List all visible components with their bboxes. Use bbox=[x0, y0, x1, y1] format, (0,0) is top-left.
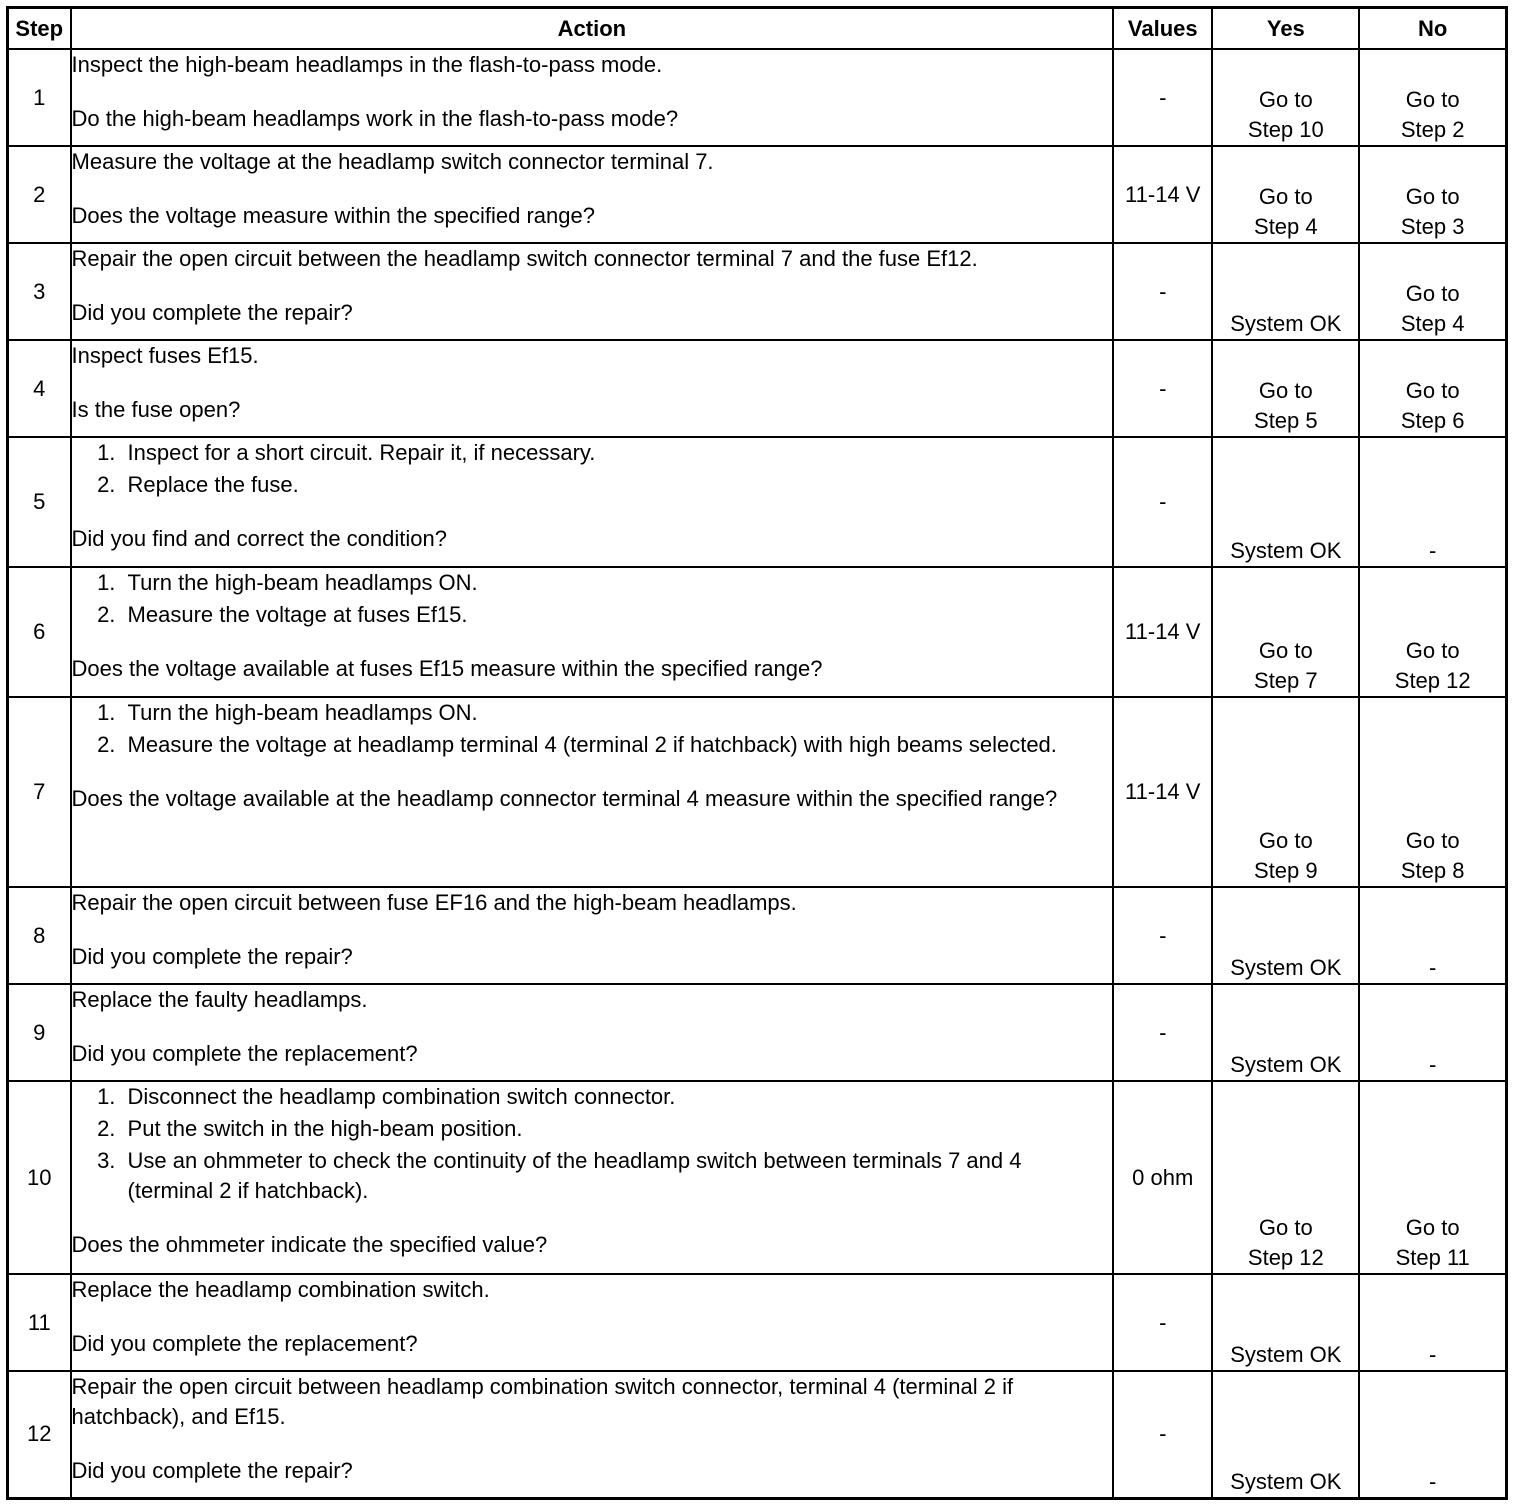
action-text: Replace the headlamp combination switch. bbox=[71, 1277, 490, 1302]
yes-outcome-text: System OK bbox=[1230, 955, 1342, 980]
substep-item: 2. Replace the fuse. bbox=[122, 470, 1113, 500]
yes-outcome-text: Go to bbox=[1258, 378, 1313, 403]
action-cell bbox=[71, 1274, 1114, 1371]
header-action: Action bbox=[71, 8, 1114, 50]
step-number: 9 bbox=[8, 984, 71, 1081]
question-text: Did you complete the repair? bbox=[71, 944, 353, 969]
yes-outcome-cell bbox=[1212, 887, 1359, 984]
yes-outcome-cell bbox=[1212, 1274, 1359, 1371]
no-outcome-text: - bbox=[1429, 955, 1437, 980]
no-outcome-text: Go to bbox=[1405, 87, 1460, 112]
diagnostic-table bbox=[6, 6, 1508, 1500]
yes-outcome-text: Go to bbox=[1258, 638, 1313, 663]
step-number: 8 bbox=[8, 887, 71, 984]
table-row bbox=[8, 340, 1507, 437]
header-row bbox=[8, 8, 1507, 50]
table-row bbox=[8, 887, 1507, 984]
yes-outcome-text: Step 12 bbox=[1247, 1245, 1324, 1270]
header-step: Step bbox=[8, 8, 71, 50]
step-number: 2 bbox=[8, 146, 71, 243]
no-outcome-cell bbox=[1359, 567, 1506, 697]
no-outcome-text: Go to bbox=[1405, 378, 1460, 403]
no-outcome-cell bbox=[1359, 887, 1506, 984]
step-number: 10 bbox=[8, 1081, 71, 1274]
no-outcome-cell bbox=[1359, 49, 1506, 146]
step-number: 1 bbox=[8, 49, 71, 146]
yes-outcome-text: Step 7 bbox=[1254, 668, 1318, 693]
action-cell bbox=[71, 1081, 1114, 1274]
yes-outcome-text: System OK bbox=[1230, 538, 1342, 563]
yes-outcome-text: System OK bbox=[1230, 1052, 1342, 1077]
header-yes: Yes bbox=[1212, 8, 1359, 50]
yes-outcome-text: Go to bbox=[1258, 184, 1313, 209]
action-cell bbox=[71, 146, 1114, 243]
table-row bbox=[8, 146, 1507, 243]
yes-outcome-text: Go to bbox=[1258, 87, 1313, 112]
action-cell bbox=[71, 697, 1114, 887]
action-text: Inspect the high-beam headlamps in the flash-to-pass mode. bbox=[71, 52, 663, 77]
yes-outcome-text: Go to bbox=[1258, 1215, 1313, 1240]
action-cell bbox=[71, 887, 1114, 984]
value-cell: 0 ohm bbox=[1113, 1081, 1212, 1274]
action-text: Repair the open circuit between the headlamp switch connector terminal 7 and the fuse Ef12. bbox=[71, 246, 978, 271]
substep-item: 2. Measure the voltage at fuses Ef15. bbox=[122, 600, 1113, 630]
no-outcome-cell bbox=[1359, 243, 1506, 340]
no-outcome-text: - bbox=[1429, 1342, 1437, 1367]
question-text: Does the ohmmeter indicate the specified value? bbox=[71, 1232, 548, 1257]
yes-outcome-cell bbox=[1212, 567, 1359, 697]
action-cell bbox=[71, 1371, 1114, 1498]
value-cell: - bbox=[1113, 1371, 1212, 1498]
no-outcome-cell bbox=[1359, 1081, 1506, 1274]
table-row bbox=[8, 243, 1507, 340]
question-text: Did you find and correct the condition? bbox=[71, 526, 447, 551]
no-outcome-text: Step 2 bbox=[1400, 117, 1465, 142]
no-outcome-text: Step 6 bbox=[1400, 408, 1465, 433]
diagnostic-table-wrapper bbox=[6, 6, 1508, 1500]
substep-list bbox=[72, 568, 1113, 630]
action-text: Repair the open circuit between headlamp combination switch connector, terminal 4 (terminal 2 if hatchback), and Ef15. bbox=[71, 1374, 1014, 1429]
step-number: 11 bbox=[8, 1274, 71, 1371]
question-text: Is the fuse open? bbox=[71, 397, 241, 422]
step-number: 3 bbox=[8, 243, 71, 340]
no-outcome-text: Go to bbox=[1405, 1215, 1460, 1240]
step-number: 4 bbox=[8, 340, 71, 437]
action-cell bbox=[71, 243, 1114, 340]
yes-outcome-cell bbox=[1212, 243, 1359, 340]
value-cell: - bbox=[1113, 340, 1212, 437]
substep-item: 1. Turn the high-beam headlamps ON. bbox=[122, 568, 1113, 598]
table-row bbox=[8, 49, 1507, 146]
yes-outcome-text: System OK bbox=[1230, 1468, 1342, 1494]
yes-outcome-text: System OK bbox=[1230, 1342, 1342, 1367]
no-outcome-cell bbox=[1359, 1371, 1506, 1498]
header-no: No bbox=[1359, 8, 1506, 50]
substep-item: 1. Disconnect the headlamp combination switch connector. bbox=[122, 1082, 1113, 1112]
value-cell: - bbox=[1113, 887, 1212, 984]
no-outcome-cell bbox=[1359, 340, 1506, 437]
table-row bbox=[8, 1081, 1507, 1274]
no-outcome-text: Go to bbox=[1405, 184, 1460, 209]
question-text: Does the voltage available at fuses Ef15 measure within the specified range? bbox=[71, 656, 823, 681]
no-outcome-text: Go to bbox=[1405, 638, 1460, 663]
no-outcome-text: Go to bbox=[1405, 828, 1460, 853]
no-outcome-text: Step 3 bbox=[1400, 214, 1465, 239]
no-outcome-text: Step 4 bbox=[1400, 311, 1465, 336]
value-cell: 11-14 V bbox=[1113, 146, 1212, 243]
question-text: Do the high-beam headlamps work in the flash-to-pass mode? bbox=[71, 106, 679, 131]
question-text: Did you complete the repair? bbox=[71, 1458, 353, 1483]
action-text: Measure the voltage at the headlamp switch connector terminal 7. bbox=[71, 149, 714, 174]
yes-outcome-text: Step 4 bbox=[1254, 214, 1318, 239]
table-row bbox=[8, 1274, 1507, 1371]
no-outcome-cell bbox=[1359, 1274, 1506, 1371]
action-text: Inspect fuses Ef15. bbox=[71, 343, 259, 368]
no-outcome-cell bbox=[1359, 437, 1506, 567]
yes-outcome-cell bbox=[1212, 49, 1359, 146]
table-row bbox=[8, 697, 1507, 887]
substep-item: 2. Measure the voltage at headlamp terminal 4 (terminal 2 if hatchback) with high beams selected. bbox=[122, 730, 1113, 760]
substep-list bbox=[72, 438, 1113, 500]
yes-outcome-text: Step 10 bbox=[1247, 117, 1324, 142]
table-body bbox=[8, 49, 1507, 1498]
table-row bbox=[8, 984, 1507, 1081]
yes-outcome-cell bbox=[1212, 1081, 1359, 1274]
table-row bbox=[8, 1371, 1507, 1498]
action-cell bbox=[71, 437, 1114, 567]
question-text: Did you complete the replacement? bbox=[71, 1041, 418, 1066]
value-cell: - bbox=[1113, 437, 1212, 567]
step-number: 5 bbox=[8, 437, 71, 567]
action-cell bbox=[71, 984, 1114, 1081]
yes-outcome-cell bbox=[1212, 984, 1359, 1081]
action-text: Replace the faulty headlamps. bbox=[71, 987, 368, 1012]
question-text: Does the voltage measure within the specified range? bbox=[71, 203, 595, 228]
no-outcome-cell bbox=[1359, 697, 1506, 887]
no-outcome-text: Step 11 bbox=[1395, 1245, 1470, 1270]
no-outcome-text: Go to bbox=[1405, 281, 1460, 306]
table-row bbox=[8, 567, 1507, 697]
no-outcome-text: Step 12 bbox=[1394, 668, 1471, 693]
question-text: Did you complete the repair? bbox=[71, 300, 353, 325]
yes-outcome-cell bbox=[1212, 1371, 1359, 1498]
question-text: Did you complete the replacement? bbox=[71, 1331, 418, 1356]
step-number: 6 bbox=[8, 567, 71, 697]
table-row bbox=[8, 437, 1507, 567]
table-header bbox=[8, 8, 1507, 50]
value-cell: - bbox=[1113, 243, 1212, 340]
substep-list bbox=[72, 698, 1113, 760]
yes-outcome-cell bbox=[1212, 340, 1359, 437]
yes-outcome-text: Step 9 bbox=[1254, 858, 1318, 883]
yes-outcome-text: System OK bbox=[1230, 311, 1342, 336]
no-outcome-text: - bbox=[1429, 1468, 1437, 1494]
no-outcome-cell bbox=[1359, 146, 1506, 243]
value-cell: 11-14 V bbox=[1113, 697, 1212, 887]
yes-outcome-cell bbox=[1212, 146, 1359, 243]
yes-outcome-cell bbox=[1212, 697, 1359, 887]
step-number: 12 bbox=[8, 1371, 71, 1498]
question-text: Does the voltage available at the headlamp connector terminal 4 measure within the specified range? bbox=[71, 786, 1058, 811]
yes-outcome-text: Go to bbox=[1258, 828, 1313, 853]
value-cell: - bbox=[1113, 984, 1212, 1081]
action-cell bbox=[71, 49, 1114, 146]
action-text: Repair the open circuit between fuse EF16 and the high-beam headlamps. bbox=[71, 890, 797, 915]
yes-outcome-text: Step 5 bbox=[1254, 408, 1318, 433]
no-outcome-text: Step 8 bbox=[1400, 858, 1465, 883]
action-cell bbox=[71, 567, 1114, 697]
no-outcome-cell bbox=[1359, 984, 1506, 1081]
no-outcome-text: - bbox=[1429, 538, 1437, 563]
substep-item: 3. Use an ohmmeter to check the continuity of the headlamp switch between terminals 7 and 4 (terminal 2 if hatchback). bbox=[122, 1146, 1113, 1206]
substep-item: 1. Turn the high-beam headlamps ON. bbox=[122, 698, 1113, 728]
action-cell bbox=[71, 340, 1114, 437]
value-cell: 11-14 V bbox=[1113, 567, 1212, 697]
substep-item: 2. Put the switch in the high-beam position. bbox=[122, 1114, 1113, 1144]
no-outcome-text: - bbox=[1429, 1052, 1437, 1077]
value-cell: - bbox=[1113, 1274, 1212, 1371]
value-cell: - bbox=[1113, 49, 1212, 146]
substep-item: 1. Inspect for a short circuit. Repair it, if necessary. bbox=[122, 438, 1113, 468]
header-values: Values bbox=[1113, 8, 1212, 50]
step-number: 7 bbox=[8, 697, 71, 887]
yes-outcome-cell bbox=[1212, 437, 1359, 567]
substep-list bbox=[72, 1082, 1113, 1206]
